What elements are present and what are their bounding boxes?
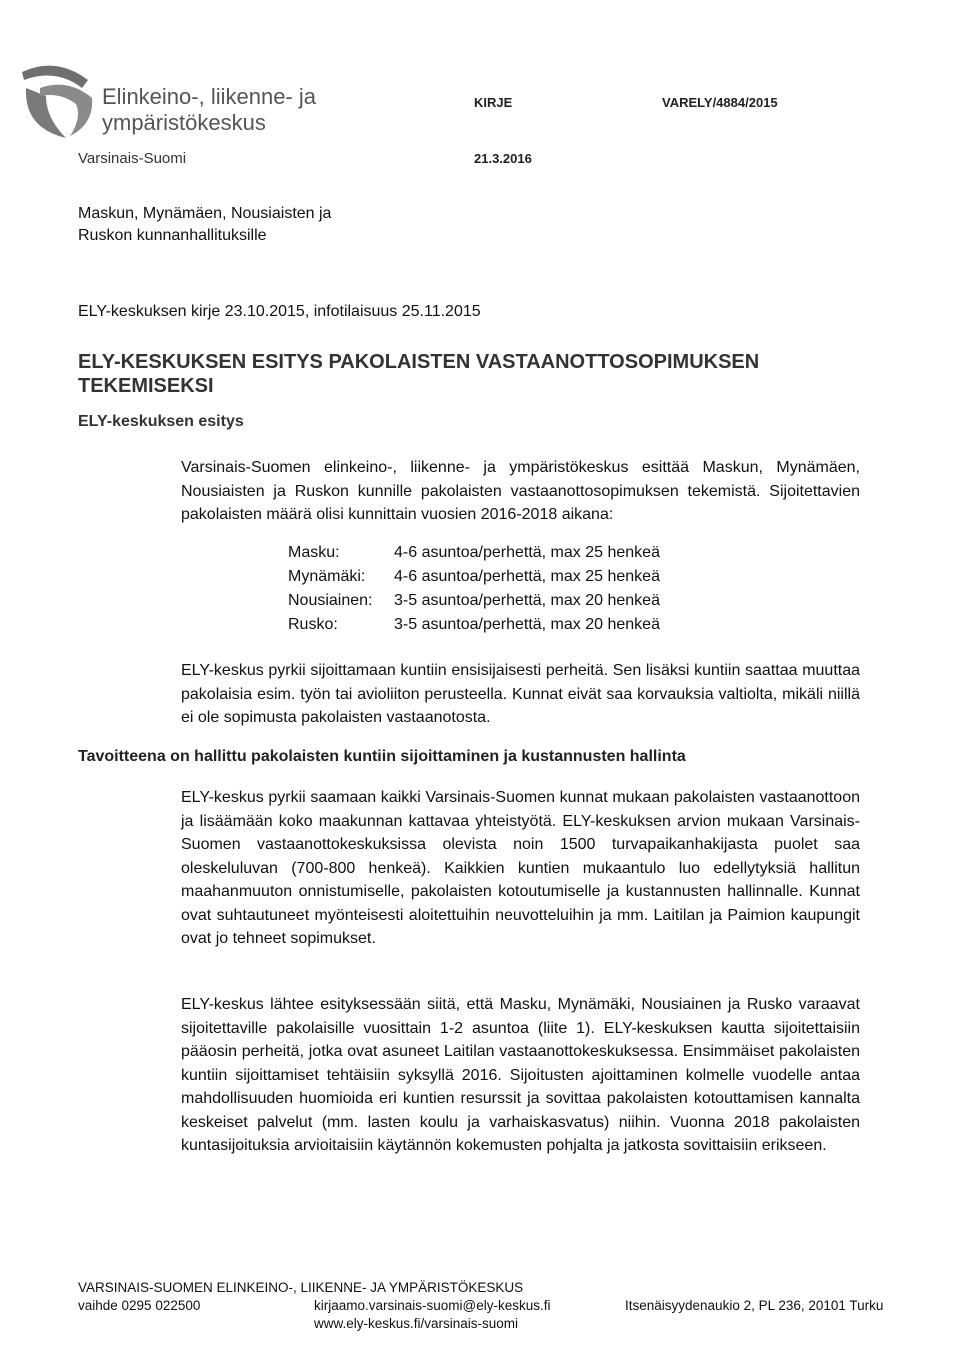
footer-phone: vaihde 0295 022500 <box>78 1298 201 1313</box>
recipient-line2: Ruskon kunnanhallituksille <box>78 227 267 244</box>
org-name-line1: Elinkeino-, liikenne- ja <box>102 84 316 109</box>
list-item <box>288 589 660 613</box>
placement-list <box>288 541 660 637</box>
ely-logo <box>16 58 102 144</box>
document-title <box>78 350 898 398</box>
placement-amount: 3-5 asuntoa/perhettä, max 20 henkeä <box>394 616 660 633</box>
paragraph-proposal: Varsinais-Suomen elinkeino-, liikenne- ja ympäristökeskus esittää Maskun, Mynämäen, Nousiaisten ja Ruskon kunnille pakolaisten vastaanottosopimuksen tekemistä. Sijoitettavien pakolaisten määrä olisi kunnittain vuosien 2016-2018 aikana: <box>181 459 860 523</box>
recipient-address <box>78 203 331 247</box>
org-region: Varsinais-Suomi <box>78 150 187 167</box>
org-name-line2: ympäristökeskus <box>102 110 266 135</box>
placement-amount: 4-6 asuntoa/perhettä, max 25 henkeä <box>394 544 660 561</box>
footer-website: www.ely-keskus.fi/varsinais-suomi <box>314 1316 519 1331</box>
municipality-name: Nousiainen: <box>288 592 373 609</box>
placement-amount: 4-6 asuntoa/perhettä, max 25 henkeä <box>394 568 660 585</box>
section-subtitle: ELY-keskuksen esitys <box>78 413 244 430</box>
paragraph-cooperation: ELY-keskus pyrkii saamaan kaikki Varsinais-Suomen kunnat mukaan pakolaisten vastaanottoon ja lisäämään koko maakunnan kattavaa yhteistyötä. ELY-keskuksen arvion mukaan Varsinais-Suomen vastaanottokeskuksissa olevista noin 1500 turvapaikanhakijasta puolet saa oleskeluluvan (700-800 henkeä). Kaikkien kuntien mukaantulo luo edellytyksiä hallitun maahanmuuton onnistumiselle, pakolaisten kotoutumiselle ja kustannusten hallinnalle. Kunnat ovat suhtautuneet myönteisesti aloitettuihin neuvotteluihin ja mm. Laitilan ja Paimion kaupungit ovat jo tehneet sopimukset. <box>181 789 860 947</box>
title-line1: ELY-KESKUKSEN ESITYS PAKOLAISTEN VASTAANOTTOSOPIMUKSEN <box>78 351 760 373</box>
list-item <box>288 565 660 589</box>
organization-name <box>102 84 316 136</box>
document-type: KIRJE <box>474 95 513 110</box>
document-date: 21.3.2016 <box>474 151 532 166</box>
placement-amount: 3-5 asuntoa/perhettä, max 20 henkeä <box>394 592 660 609</box>
list-item <box>288 541 660 565</box>
reference-line: ELY-keskuksen kirje 23.10.2015, infotilaisuus 25.11.2015 <box>78 303 481 320</box>
section-heading: Tavoitteena on hallittu pakolaisten kuntiin sijoittaminen ja kustannusten hallinta <box>78 748 686 765</box>
paragraph-families: ELY-keskus pyrkii sijoittamaan kuntiin ensisijaisesti perheitä. Sen lisäksi kuntiin saattaa muuttaa pakolaisia esim. työn tai avioliiton perusteella. Kunnat eivät saa korvauksia valtiolta, mikäli niillä ei ole sopimusta pakolaisten vastaanotosta. <box>181 662 860 726</box>
recipient-line1: Maskun, Mynämäen, Nousiaisten ja <box>78 205 332 222</box>
footer-address: Itsenäisyydenaukio 2, PL 236, 20101 Turku <box>625 1298 884 1313</box>
municipality-name: Mynämäki: <box>288 568 366 585</box>
footer-email: kirjaamo.varsinais-suomi@ely-keskus.fi <box>314 1298 551 1313</box>
footer-organization: VARSINAIS-SUOMEN ELINKEINO-, LIIKENNE- JA YMPÄRISTÖKESKUS <box>78 1280 524 1295</box>
document-reference-number: VARELY/4884/2015 <box>662 95 778 110</box>
list-item <box>288 613 660 637</box>
municipality-name: Rusko: <box>288 616 338 633</box>
paragraph-arrangement: ELY-keskus lähtee esityksessään siitä, että Masku, Mynämäki, Nousiainen ja Rusko varaavat sijoitettaville pakolaisille vuosittain 1-2 asuntoa (liite 1). ELY-keskuksen kautta sijoitettaisiin pääosin perheitä, jotka ovat asuneet Laitilan vastaanottokeskuksessa. Ensimmäiset pakolaisten kuntiin sijoittamiset tehtäisiin syksyllä 2016. Sijoitusten ajoittaminen kolmelle vuodelle antaa mahdollisuuden huomioida eri kuntien resurssit ja sovittaa pakolaisten kotouttamisen kannalta keskeiset palvelut (mm. lasten koulu ja varhaiskasvatus) niihin. Vuonna 2018 pakolaisten kuntasijoituksia arvioitaisiin käytännön kokemusten pohjalta ja jatkosta sovittaisiin erikseen. <box>181 996 860 1154</box>
title-line2: TEKEMISEKSI <box>78 375 214 397</box>
municipality-name: Masku: <box>288 544 340 561</box>
